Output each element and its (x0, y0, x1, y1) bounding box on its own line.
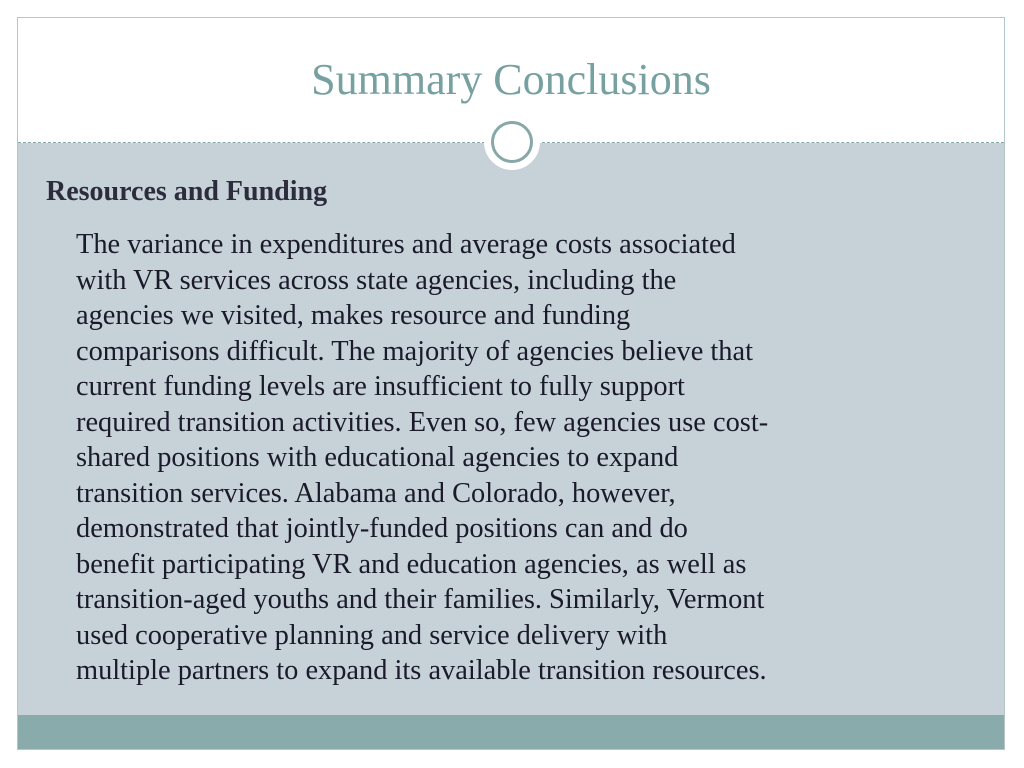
circle-ornament-icon (484, 114, 540, 170)
body-line: transition services. Alabama and Colorado, however, (76, 477, 676, 509)
body-line: used cooperative planning and service delivery with (76, 619, 668, 651)
body-line: demonstrated that jointly-funded positions can and do (76, 513, 688, 544)
section-heading: Resources and Funding (46, 176, 328, 207)
body-line: transition-aged youths and their families. Similarly, Vermont (76, 584, 765, 615)
slide-title: Summary Conclusions (311, 55, 711, 104)
body-line: multiple partners to expand its available transition resources. (76, 655, 767, 686)
body-line: The variance in expenditures and average costs associated (76, 229, 736, 260)
body-line: shared positions with educational agencies to expand (76, 442, 679, 473)
body-line: current funding levels are insufficient to fully support (76, 371, 685, 402)
body-line: with VR services across state agencies, including the (76, 264, 677, 296)
slide (17, 17, 1005, 750)
body-line: benefit participating VR and education agencies, as well as (76, 548, 747, 580)
footer-bar (18, 715, 1004, 750)
body-line: comparisons difficult. The majority of agencies believe that (76, 335, 753, 367)
body-line: agencies we visited, makes resource and funding (76, 300, 631, 331)
body-line: required transition activities. Even so, few agencies use cost- (76, 406, 769, 438)
circle-ornament-ring (491, 121, 533, 163)
body-paragraph (76, 227, 996, 689)
